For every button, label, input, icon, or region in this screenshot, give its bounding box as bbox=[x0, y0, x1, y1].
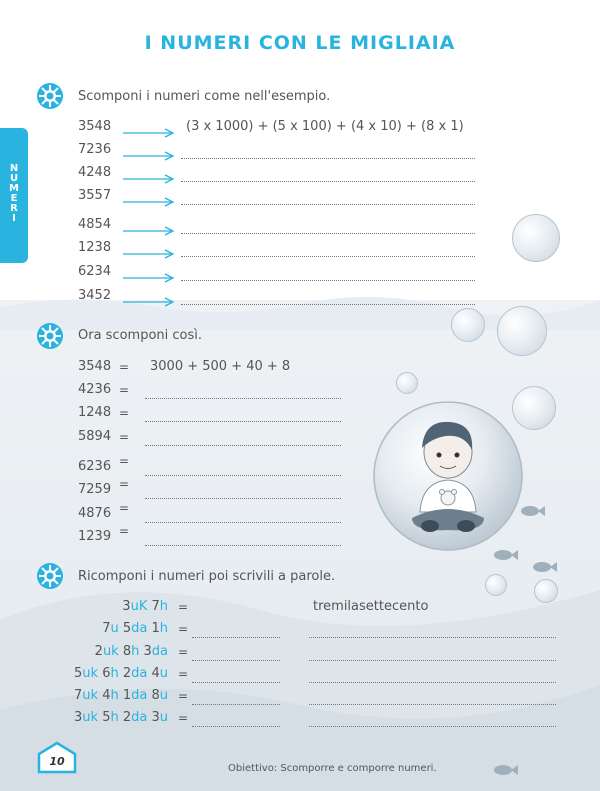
number-label: 6236 bbox=[78, 459, 112, 474]
digit: 8 bbox=[118, 644, 132, 659]
words-answer-line[interactable] bbox=[309, 726, 556, 727]
example-words: tremilasettecento bbox=[313, 599, 429, 614]
number-label: 3548 bbox=[78, 119, 112, 134]
fish-icon bbox=[493, 764, 519, 776]
unit-label: da bbox=[131, 666, 148, 681]
unit-label: uk bbox=[82, 666, 99, 681]
unit-label: h bbox=[159, 621, 168, 636]
arrow-icon bbox=[123, 292, 175, 302]
equals-sign: = bbox=[119, 360, 130, 374]
digit: 2 bbox=[94, 644, 103, 659]
number-label: 6234 bbox=[78, 264, 112, 279]
unit-label: uK bbox=[130, 599, 148, 614]
section1-instruction: Scomponi i numeri come nell'esempio. bbox=[78, 89, 331, 104]
unit-label: da bbox=[131, 710, 148, 725]
arrow-icon bbox=[123, 192, 175, 202]
equals-sign: = bbox=[119, 454, 130, 468]
bubble bbox=[485, 574, 507, 596]
answer-line[interactable] bbox=[145, 398, 341, 399]
equals-sign: = bbox=[178, 689, 189, 703]
child-in-bubble-illustration bbox=[372, 400, 524, 552]
equals-sign: = bbox=[119, 406, 130, 420]
number-label: 4236 bbox=[78, 382, 112, 397]
unit-label: h bbox=[110, 710, 119, 725]
number-label: 1238 bbox=[78, 240, 112, 255]
digit: 1 bbox=[118, 688, 132, 703]
unit-label: u bbox=[159, 666, 168, 681]
unit-label: da bbox=[131, 621, 148, 636]
unit-label: u bbox=[159, 688, 168, 703]
fish-icon bbox=[532, 561, 558, 573]
answer-line[interactable] bbox=[145, 545, 341, 546]
number-label: 4854 bbox=[78, 217, 112, 232]
answer-line[interactable] bbox=[181, 256, 475, 257]
number-label: 1239 bbox=[78, 529, 112, 544]
number-label: 3557 bbox=[78, 188, 112, 203]
digit: 6 bbox=[98, 666, 111, 681]
page-title: I NUMERI CON LE MIGLIAIA bbox=[144, 32, 456, 54]
number-answer-line[interactable] bbox=[192, 660, 280, 661]
unit-label: uk bbox=[82, 710, 99, 725]
bubble bbox=[497, 306, 547, 356]
composition-expression bbox=[58, 688, 168, 703]
composition-expression bbox=[58, 621, 168, 636]
arrow-icon bbox=[123, 123, 175, 133]
digit: 8 bbox=[147, 688, 160, 703]
example-answer: 3000 + 500 + 40 + 8 bbox=[150, 359, 291, 374]
digit: 1 bbox=[147, 621, 160, 636]
answer-line[interactable] bbox=[145, 421, 341, 422]
words-answer-line[interactable] bbox=[309, 682, 556, 683]
digit: 5 bbox=[118, 621, 132, 636]
number-label: 5894 bbox=[78, 429, 112, 444]
bubble bbox=[396, 372, 418, 394]
unit-label: da bbox=[151, 644, 168, 659]
fish-icon bbox=[520, 505, 546, 517]
digit: 7 bbox=[147, 599, 160, 614]
digit: 2 bbox=[118, 666, 132, 681]
unit-label: u bbox=[159, 710, 168, 725]
answer-line[interactable] bbox=[181, 233, 475, 234]
equals-sign: = bbox=[119, 524, 130, 538]
number-label: 4876 bbox=[78, 506, 112, 521]
number-label: 4248 bbox=[78, 165, 112, 180]
digit: 5 bbox=[74, 666, 83, 681]
page-number: 10 bbox=[49, 755, 65, 768]
exercise-badge-icon bbox=[36, 322, 64, 350]
section2-instruction: Ora scomponi così. bbox=[78, 328, 203, 343]
example-answer: (3 x 1000) + (5 x 100) + (4 x 10) + (8 x 1) bbox=[186, 119, 464, 134]
equals-sign: = bbox=[119, 501, 130, 515]
answer-line[interactable] bbox=[181, 158, 475, 159]
fish-icon bbox=[493, 549, 519, 561]
composition-expression bbox=[58, 644, 168, 659]
side-tab bbox=[0, 128, 28, 263]
arrow-icon bbox=[123, 221, 175, 231]
unit-label: h bbox=[110, 666, 119, 681]
digit: 7 bbox=[102, 621, 111, 636]
exercise-badge-icon bbox=[36, 82, 64, 110]
objective-text: Obiettivo: Scomporre e comporre numeri. bbox=[228, 763, 437, 774]
digit: 7 bbox=[74, 688, 83, 703]
digit: 3 bbox=[74, 710, 83, 725]
equals-sign: = bbox=[178, 600, 189, 614]
equals-sign: = bbox=[119, 383, 130, 397]
arrow-icon bbox=[123, 268, 175, 278]
side-tab-label: NUMERI bbox=[9, 163, 19, 224]
equals-sign: = bbox=[178, 667, 189, 681]
digit: 3 bbox=[147, 710, 160, 725]
bubble bbox=[512, 214, 560, 262]
composition-expression bbox=[58, 599, 168, 614]
section3-instruction: Ricomponi i numeri poi scrivili a parole. bbox=[78, 569, 336, 584]
equals-sign: = bbox=[119, 430, 130, 444]
digit: 4 bbox=[147, 666, 160, 681]
digit: 3 bbox=[122, 599, 131, 614]
arrow-icon bbox=[123, 146, 175, 156]
answer-line[interactable] bbox=[145, 475, 341, 476]
equals-sign: = bbox=[178, 645, 189, 659]
digit: 4 bbox=[98, 688, 111, 703]
number-label: 3452 bbox=[78, 288, 112, 303]
arrow-icon bbox=[123, 244, 175, 254]
bubble bbox=[451, 308, 485, 342]
words-answer-line[interactable] bbox=[309, 660, 556, 661]
equals-sign: = bbox=[178, 622, 189, 636]
answer-line[interactable] bbox=[181, 280, 475, 281]
words-answer-line[interactable] bbox=[309, 704, 556, 705]
equals-sign: = bbox=[119, 477, 130, 491]
unit-label: uk bbox=[82, 688, 99, 703]
number-answer-line[interactable] bbox=[192, 637, 280, 638]
composition-expression bbox=[58, 666, 168, 681]
bubble bbox=[534, 579, 558, 603]
digit: 5 bbox=[98, 710, 111, 725]
number-answer-line[interactable] bbox=[192, 726, 280, 727]
unit-label: h bbox=[110, 688, 119, 703]
unit-label: h bbox=[131, 644, 140, 659]
number-label: 1248 bbox=[78, 405, 112, 420]
arrow-icon bbox=[123, 169, 175, 179]
answer-line[interactable] bbox=[181, 204, 475, 205]
answer-line[interactable] bbox=[181, 304, 475, 305]
unit-label: u bbox=[110, 621, 119, 636]
unit-label: uk bbox=[102, 644, 119, 659]
unit-label: da bbox=[131, 688, 148, 703]
answer-line[interactable] bbox=[145, 445, 341, 446]
number-label: 3548 bbox=[78, 359, 112, 374]
answer-line[interactable] bbox=[145, 498, 341, 499]
number-label: 7236 bbox=[78, 142, 112, 157]
answer-line[interactable] bbox=[181, 181, 475, 182]
number-answer-line[interactable] bbox=[192, 704, 280, 705]
number-answer-line[interactable] bbox=[192, 682, 280, 683]
digit: 2 bbox=[118, 710, 132, 725]
answer-line[interactable] bbox=[145, 522, 341, 523]
digit: 3 bbox=[139, 644, 152, 659]
exercise-badge-icon bbox=[36, 562, 64, 590]
equals-sign: = bbox=[178, 711, 189, 725]
unit-label: h bbox=[159, 599, 168, 614]
number-label: 7259 bbox=[78, 482, 112, 497]
words-answer-line[interactable] bbox=[309, 637, 556, 638]
composition-expression bbox=[58, 710, 168, 725]
